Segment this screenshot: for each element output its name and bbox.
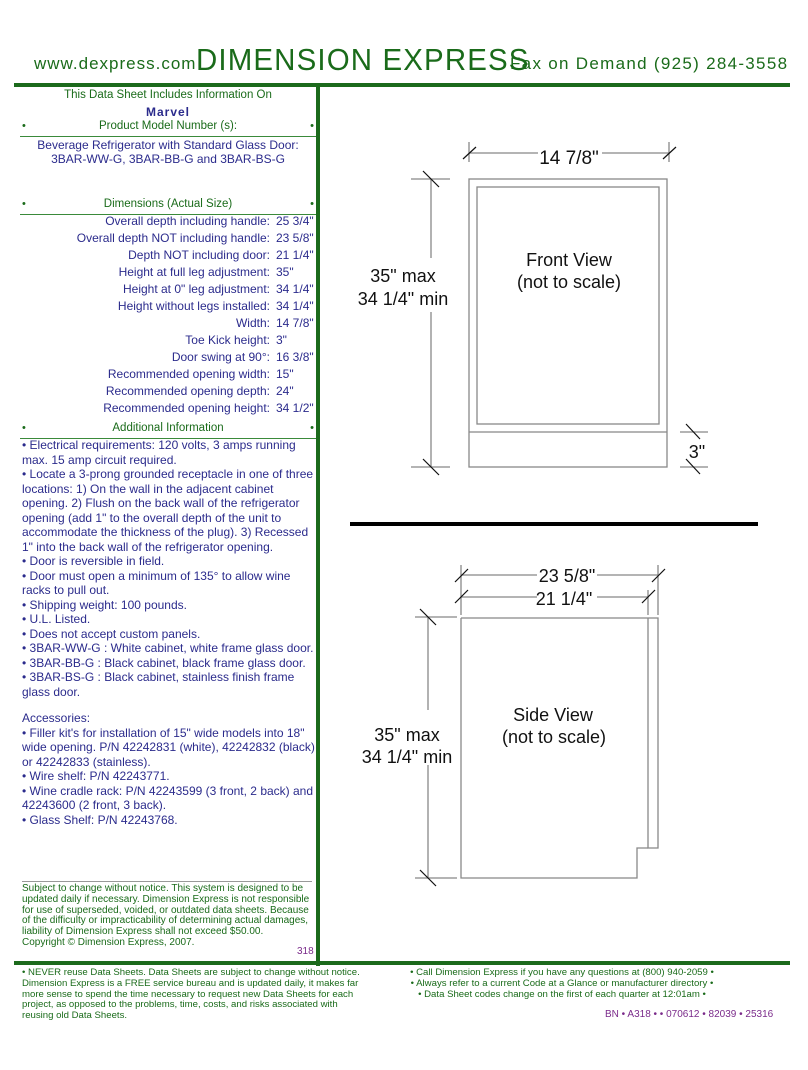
info-item: • U.L. Listed. [22, 612, 91, 626]
dimension-row [20, 231, 316, 248]
dimension-value: 23 5/8" [276, 231, 314, 245]
dimension-value: 34 1/4" [276, 282, 314, 296]
info-item: • Electrical requirements: 120 volts, 3 amps running max. 15 amp circuit required. [22, 438, 296, 467]
dimension-row [20, 316, 316, 333]
dimension-row [20, 248, 316, 265]
side-height-max: 35" max [374, 725, 440, 745]
dimension-value: 25 3/4" [276, 214, 314, 228]
info-item: • 3BAR-BB-G : Black cabinet, black frame glass door. [22, 655, 306, 670]
dimension-value: 16 3/8" [276, 350, 314, 364]
dimension-row [20, 350, 316, 367]
info-item: • Does not accept custom panels. [22, 626, 201, 641]
front-view-subtitle: (not to scale) [516, 272, 622, 292]
section-header-dimensions [20, 198, 316, 215]
front-height-min: 34 1/4" min [357, 289, 449, 309]
info-item: • Door must open a minimum of 135° to allow wine racks to pull out. [22, 568, 291, 597]
section-header-model [20, 120, 316, 137]
dimension-row [20, 214, 316, 231]
dimension-label: Recommended opening height: [103, 401, 270, 415]
dimension-row [20, 333, 316, 350]
brand-title: DIMENSION EXPRESS [196, 42, 530, 77]
dimension-label: Depth NOT including door: [128, 248, 270, 262]
dimension-label: Overall depth NOT including handle: [76, 231, 270, 245]
side-height-min: 34 1/4" min [361, 747, 453, 767]
website-url[interactable]: www.dexpress.com [34, 54, 197, 73]
bullet-left: • [22, 422, 26, 434]
dimension-value: 34 1/4" [276, 299, 314, 313]
dimension-row [20, 384, 316, 401]
intro-line: This Data Sheet Includes Information On [64, 89, 272, 101]
dimension-value: 34 1/2" [276, 401, 314, 415]
front-view-drawing [330, 130, 800, 520]
accessories-title: Accessories: [22, 711, 91, 725]
footer-line: • Always refer to a current Code at a Glance or manufacturer directory • [410, 977, 714, 989]
dimension-row [20, 299, 316, 316]
section-header-additional [20, 422, 316, 439]
dimension-row [20, 265, 316, 282]
bullet-right: • [310, 422, 314, 434]
side-view-subtitle: (not to scale) [501, 727, 607, 747]
view-separator [350, 522, 758, 526]
bullet-left: • [22, 120, 26, 132]
product-line-2: 3BAR-WW-G, 3BAR-BB-G and 3BAR-BS-G [51, 152, 285, 166]
dimension-value: 24" [276, 384, 294, 398]
info-item: • Door is reversible in field. [22, 554, 165, 568]
accessories-list [22, 711, 318, 827]
header-divider [14, 83, 790, 87]
additional-info-list [22, 438, 318, 699]
dimension-value: 14 7/8" [276, 316, 314, 330]
page-number: 318 [297, 946, 314, 957]
dimension-label: Toe Kick height: [185, 333, 270, 347]
info-item: • 3BAR-BS-G : Black cabinet, stainless finish frame glass door. [22, 670, 295, 699]
bullet-left: • [22, 198, 26, 210]
bullet-right: • [310, 120, 314, 132]
dimension-value: 21 1/4" [276, 248, 314, 262]
dimension-value: 35" [276, 265, 294, 279]
side-overall-depth: 23 5/8" [538, 566, 596, 586]
disclaimer [22, 881, 312, 949]
accessory-item: • Wire shelf: P/N 42243771. [22, 769, 170, 783]
dimension-label: Recommended opening width: [107, 367, 270, 381]
footer-divider [14, 961, 790, 965]
accessory-item: • Wine cradle rack: P/N 42243599 (3 front, 2 back) and 42243600 (2 front, 3 back). [22, 783, 314, 812]
dimension-label: Door swing at 90°: [171, 350, 270, 364]
side-view-title: Side View [513, 705, 593, 725]
dimension-label: Overall depth including handle: [105, 214, 270, 228]
info-item: • 3BAR-WW-G : White cabinet, white frame glass door. [22, 641, 314, 655]
bullet-right: • [310, 198, 314, 210]
dimension-value: 15" [276, 367, 294, 381]
copyright: Copyright © Dimension Express, 2007. [22, 936, 195, 948]
dimensions-list [20, 214, 316, 418]
footer-line: • Call Dimension Express if you have any questions at (800) 940-2059 • [410, 967, 714, 978]
product-description [20, 138, 316, 166]
section-title: Dimensions (Actual Size) [103, 198, 233, 210]
section-title: Product Model Number (s): [98, 120, 238, 132]
front-height-max: 35" max [370, 266, 436, 286]
section-title: Additional Information [112, 422, 224, 434]
dimension-row [20, 367, 316, 384]
dimension-label: Recommended opening depth: [105, 384, 270, 398]
footer-contact [392, 968, 732, 1000]
footer-notice: • NEVER reuse Data Sheets. Data Sheets are subject to change without notice. Dimension Express is a FREE service bureau and is updated daily, it makes far more sense to spend the time necessary to request new Data Sheets for each project, as opposed to the problems, time, costs, and risks associated with reusing old Data Sheets. [22, 967, 360, 1022]
fax-on-demand: Fax on Demand (925) 284-3558 [510, 54, 789, 73]
info-item: • Locate a 3-prong grounded receptacle in one of three locations: 1) On the wall in the adjacent cabinet opening. 2) Flush on the back wall of the refrigerator opening (add 1" to the overall depth of the unit to accommodate the thickness of the plug). 3) Recessed 1" into the back wall of the refrigerator opening. [22, 467, 314, 554]
dimension-label: Height without legs installed: [117, 299, 270, 313]
dimension-label: Height at 0" leg adjustment: [122, 282, 270, 296]
info-item: • Shipping weight: 100 pounds. [22, 597, 187, 612]
page-header [0, 40, 808, 86]
dimension-label: Width: [235, 316, 270, 330]
accessory-item: • Glass Shelf: P/N 42243768. [22, 812, 178, 827]
brand-name: Marvel [145, 105, 191, 119]
dimension-row [20, 401, 316, 418]
side-view-drawing [330, 560, 800, 920]
disclaimer-text: Subject to change without notice. This system is designed to be updated daily if necessary. Dimension Express is not responsible for use of superseded, voided, or outdated data sheets. Because of the difficulty or impracticability of determining actual damages, liability of Dimension Express shall not exceed $50.00. [22, 883, 310, 938]
dimension-value: 3" [276, 333, 287, 347]
toe-kick-label: 3" [688, 442, 706, 462]
accessory-item: • Filler kit's for installation of 15" wide models into 18" wide opening. P/N 42242831 (white), 42242832 (black) or 42242833 (stainless). [22, 725, 315, 769]
dimension-label: Height at full leg adjustment: [118, 265, 270, 279]
side-depth-no-door: 21 1/4" [535, 589, 593, 609]
footer-line: • Data Sheet codes change on the first of each quarter at 12:01am • [418, 988, 706, 1000]
front-width-label: 14 7/8" [539, 148, 599, 169]
product-line-1: Beverage Refrigerator with Standard Glass Door: [37, 138, 299, 152]
front-view-title: Front View [526, 250, 612, 270]
dimension-row [20, 282, 316, 299]
datasheet-code: BN • A318 • • 070612 • 82039 • 25316 [605, 1009, 774, 1020]
